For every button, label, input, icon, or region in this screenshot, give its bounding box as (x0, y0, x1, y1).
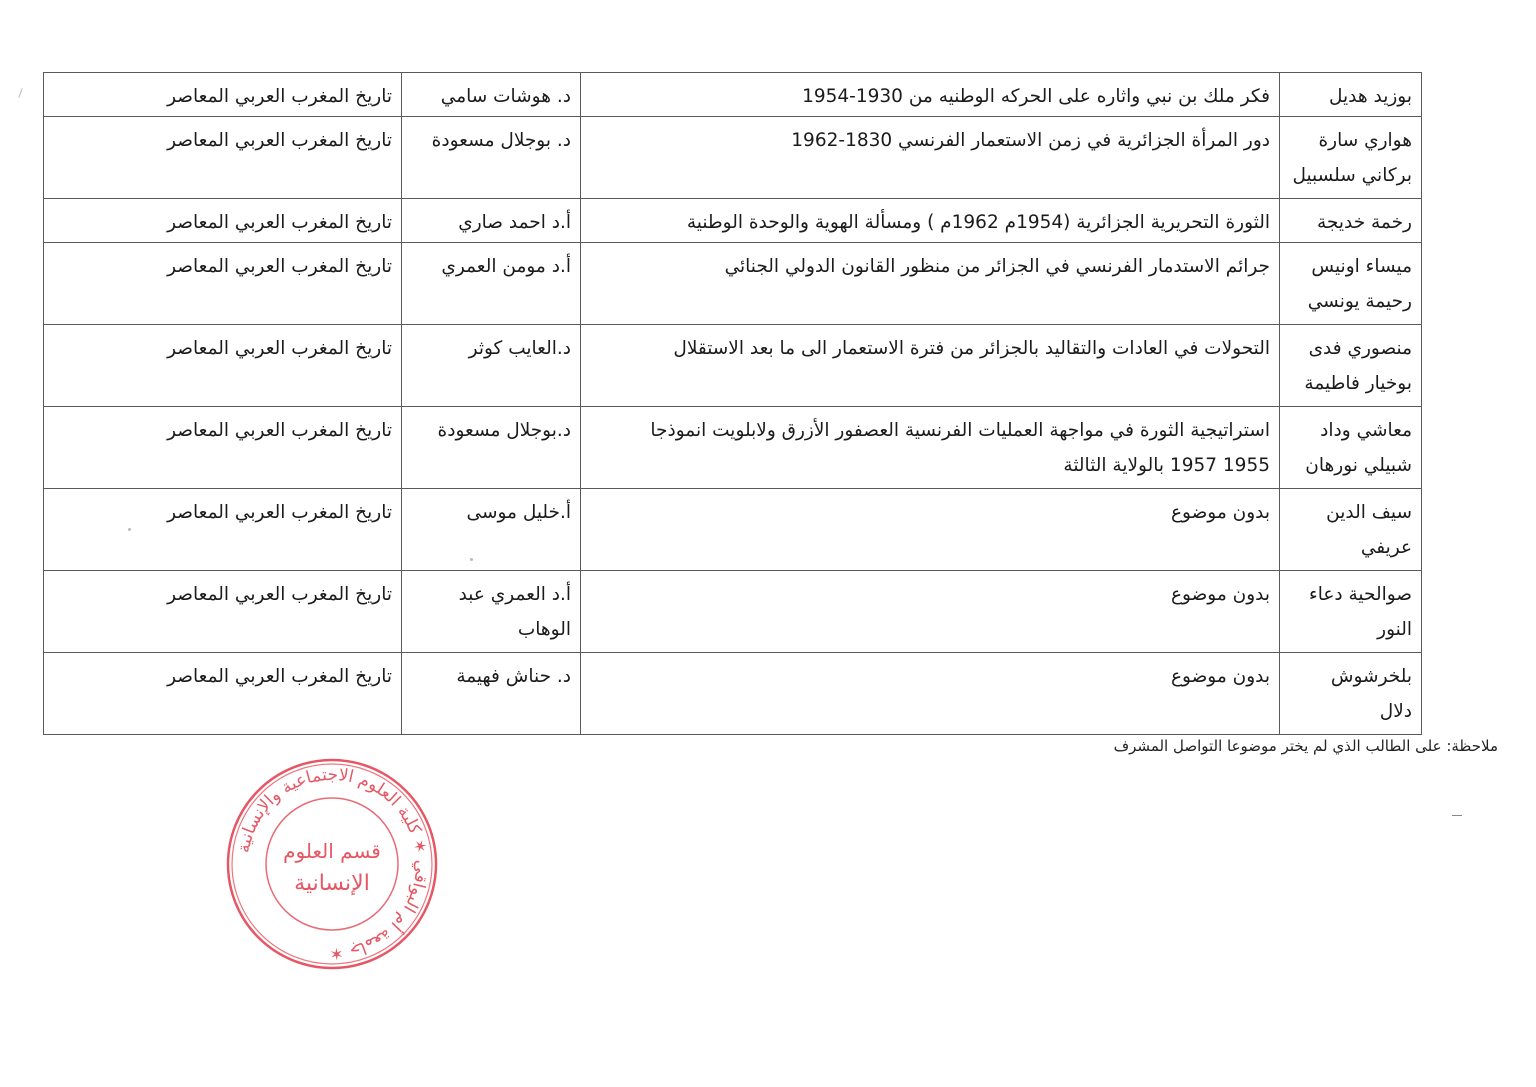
stamp-outer-text: جامعة أم البواقي ✶ كلية العلوم الاجتماعية والإنسانية ✶ (233, 764, 432, 964)
supervisor-cell (402, 117, 581, 199)
student-name-line: رحيمة يونسي (1307, 291, 1412, 312)
thesis-topic-line: استراتيجية الثورة في مواجهة العمليات الفرنسية العصفور الأزرق ولابلويت انموذجا (650, 420, 1270, 441)
table-row (44, 325, 1422, 407)
thesis-topic-cell (581, 571, 1280, 653)
student-name-line: النور (1377, 619, 1412, 640)
specialty-cell (44, 571, 402, 653)
stamp-inner-line-2: الإنسانية (294, 871, 370, 896)
specialty-text: تاريخ المغرب العربي المعاصر (167, 212, 392, 233)
supervisor-line: د. حناش فهيمة (456, 666, 571, 687)
thesis-topic-cell (581, 325, 1280, 407)
thesis-topic-line: جرائم الاستدمار الفرنسي في الجزائر من منظور القانون الدولي الجنائي (724, 256, 1270, 277)
specialty-cell (44, 73, 402, 117)
student-name-line: دلال (1379, 701, 1412, 722)
student-name-line: رخمة خديجة (1316, 212, 1412, 233)
specialty-cell (44, 325, 402, 407)
thesis-topic-line: الثورة التحريرية الجزائرية (1954م 1962م ) ومسألة الهوية والوحدة الوطنية (686, 212, 1270, 233)
specialty-text: تاريخ المغرب العربي المعاصر (167, 666, 392, 687)
supervisor-cell (402, 571, 581, 653)
thesis-topic-cell (581, 407, 1280, 489)
thesis-topic-line: بدون موضوع (1170, 584, 1270, 605)
footnote: ملاحظة: على الطالب الذي لم يختر موضوعا التواصل المشرف (1113, 737, 1498, 755)
specialty-text: تاريخ المغرب العربي المعاصر (167, 130, 392, 151)
student-name-line: عريفي (1360, 537, 1412, 558)
student-name-cell (1280, 199, 1422, 243)
student-name-line: سيف الدين (1326, 502, 1412, 523)
table-row (44, 653, 1422, 735)
thesis-topic-cell (581, 199, 1280, 243)
student-name-line: شبيلي نورهان (1305, 455, 1412, 476)
supervisor-cell (402, 407, 581, 489)
student-name-cell (1280, 407, 1422, 489)
specialty-text: تاريخ المغرب العربي المعاصر (167, 420, 392, 441)
table-row (44, 199, 1422, 243)
scan-speck (470, 558, 473, 561)
supervisor-line: أ.د مومن العمري (441, 256, 571, 277)
thesis-topic-line: بدون موضوع (1170, 666, 1270, 687)
thesis-topic-cell (581, 243, 1280, 325)
stamp-inner-line-1: قسم العلوم (283, 839, 381, 863)
specialty-text: تاريخ المغرب العربي المعاصر (167, 584, 392, 605)
university-stamp (224, 756, 440, 972)
stray-tick (18, 88, 22, 98)
supervisor-line: أ.د احمد صاري (458, 212, 571, 233)
student-name-line: معاشي وداد (1320, 420, 1412, 441)
supervisor-line: د.العايب كوثر (468, 338, 571, 359)
student-name-cell (1280, 489, 1422, 571)
supervision-table (43, 72, 1422, 735)
specialty-cell (44, 653, 402, 735)
supervisor-line: د. هوشات سامي (440, 86, 571, 107)
thesis-topic-line: 1955 1957 بالولاية الثالثة (1063, 455, 1270, 476)
thesis-topic-cell (581, 73, 1280, 117)
supervisor-line: د. بوجلال مسعودة (431, 130, 571, 151)
table-body (44, 73, 1422, 735)
supervisor-cell (402, 653, 581, 735)
thesis-topic-cell (581, 489, 1280, 571)
thesis-topic-cell (581, 653, 1280, 735)
supervisor-cell (402, 73, 581, 117)
student-name-cell (1280, 653, 1422, 735)
table-row (44, 571, 1422, 653)
student-name-line: بوخيار فاطيمة (1304, 373, 1412, 394)
specialty-cell (44, 199, 402, 243)
student-name-line: منصوري فدى (1308, 338, 1412, 359)
student-name-line: بلخرشوش (1330, 666, 1412, 687)
table-row (44, 117, 1422, 199)
specialty-cell (44, 407, 402, 489)
supervisor-cell (402, 489, 581, 571)
student-name-cell (1280, 117, 1422, 199)
table-row (44, 73, 1422, 117)
specialty-text: تاريخ المغرب العربي المعاصر (167, 86, 392, 107)
student-name-line: هواري سارة (1318, 130, 1412, 151)
specialty-text: تاريخ المغرب العربي المعاصر (167, 256, 392, 277)
specialty-text: تاريخ المغرب العربي المعاصر (167, 338, 392, 359)
thesis-topic-line: دور المرأة الجزائرية في زمن الاستعمار الفرنسي 1830-1962 (791, 130, 1270, 151)
student-name-cell (1280, 571, 1422, 653)
thesis-topic-cell (581, 117, 1280, 199)
table-row (44, 489, 1422, 571)
table-row (44, 243, 1422, 325)
table-row (44, 407, 1422, 489)
student-name-line: صوالحية دعاء (1309, 584, 1412, 605)
supervisor-line: أ.د العمري عبد (458, 584, 571, 605)
student-name-cell (1280, 325, 1422, 407)
student-name-cell (1280, 73, 1422, 117)
supervisor-line: الوهاب (517, 619, 571, 640)
supervisor-cell (402, 243, 581, 325)
thesis-topic-line: بدون موضوع (1170, 502, 1270, 523)
student-name-line: بوزيد هديل (1328, 86, 1412, 107)
stray-mark (1452, 815, 1462, 816)
student-name-line: ميساء اونيس (1311, 256, 1412, 277)
scan-speck (128, 528, 131, 531)
thesis-topic-line: التحولات في العادات والتقاليد بالجزائر من فترة الاستعمار الى ما بعد الاستقلال (673, 338, 1270, 359)
specialty-cell (44, 243, 402, 325)
thesis-topic-line: فكر ملك بن نبي واثاره على الحركه الوطنيه من 1930-1954 (802, 86, 1270, 107)
supervisor-line: أ.خليل موسى (466, 502, 571, 523)
student-name-line: بركاني سلسبيل (1292, 165, 1412, 186)
supervisor-cell (402, 199, 581, 243)
supervisor-cell (402, 325, 581, 407)
supervisor-line: د.بوجلال مسعودة (437, 420, 571, 441)
specialty-cell (44, 489, 402, 571)
specialty-text: تاريخ المغرب العربي المعاصر (167, 502, 392, 523)
student-name-cell (1280, 243, 1422, 325)
specialty-cell (44, 117, 402, 199)
